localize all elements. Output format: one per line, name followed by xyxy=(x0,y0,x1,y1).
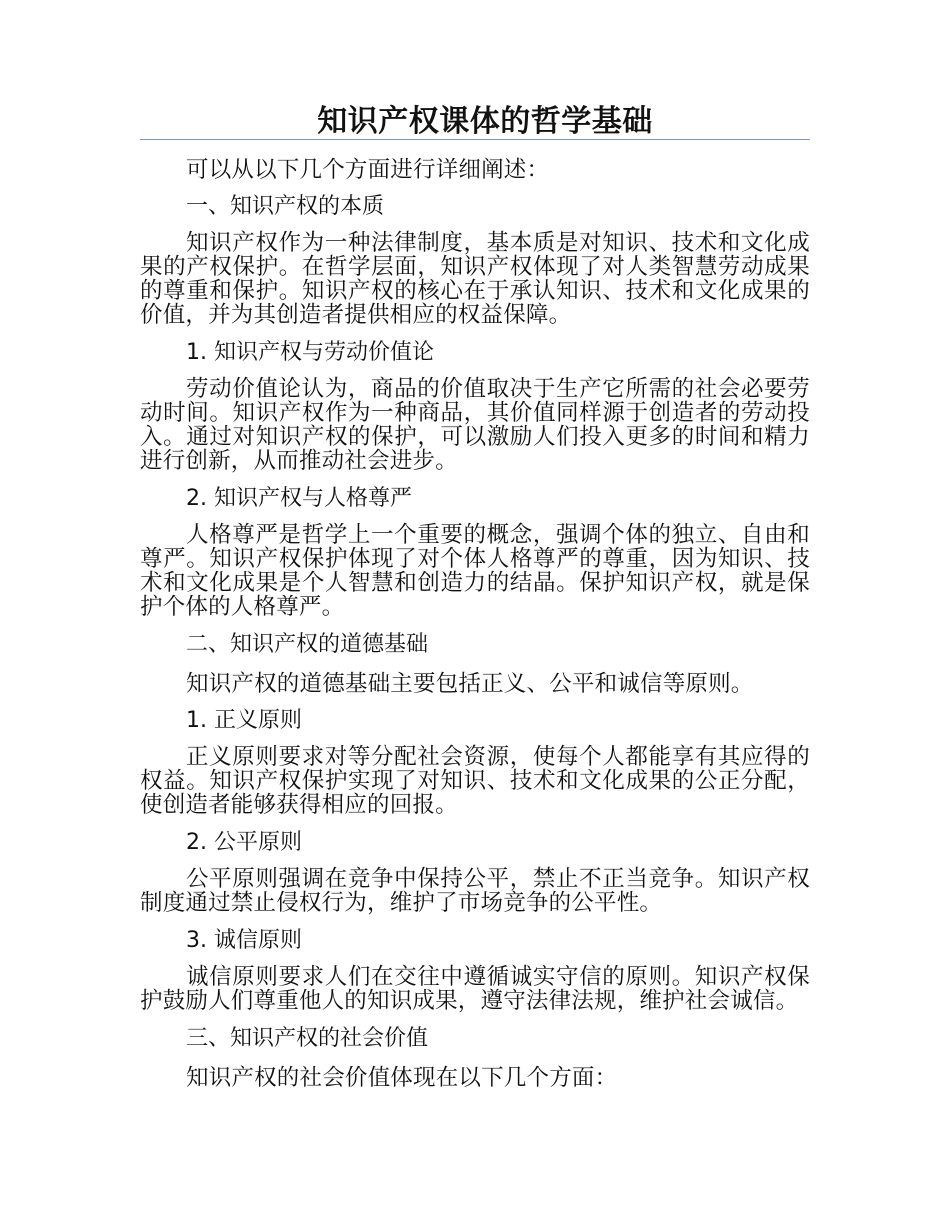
paragraph-integrity: 诚信原则要求人们在交往中遵循诚实守信的原则。知识产权保护鼓励人们尊重他人的知识成果，遵守法律法规，维护社会诚信。 xyxy=(140,964,810,1014)
section-heading-2: 二、知识产权的道德基础 xyxy=(186,632,429,657)
paragraph-moral-basis: 知识产权的道德基础主要包括正义、公平和诚信等原则。 xyxy=(186,671,754,697)
document-title: 知识产权课体的哲学基础 xyxy=(140,104,810,140)
subsection-heading-labor-value: 1. 知识产权与劳动价值论 xyxy=(186,340,434,365)
paragraph-social-value: 知识产权的社会价值体现在以下几个方面： xyxy=(186,1065,618,1091)
section-heading-1: 一、知识产权的本质 xyxy=(186,194,385,219)
intro-paragraph: 可以从以下几个方面进行详细阐述： xyxy=(186,157,550,183)
paragraph-justice: 正义原则要求对等分配社会资源，使每个人都能享有其应得的权益。知识产权保护实现了对知识、技术和文化成果的公正分配，使创造者能够获得相应的回报。 xyxy=(140,744,810,818)
subsection-heading-integrity: 3. 诚信原则 xyxy=(186,928,302,953)
section-heading-3: 三、知识产权的社会价值 xyxy=(186,1026,429,1051)
paragraph-labor-value: 劳动价值论认为，商品的价值取决于生产它所需的社会必要劳动时间。知识产权作为一种商品，其价值同样源于创造者的劳动投入。通过对知识产权的保护，可以激励人们投入更多的时间和精力进行创新，从而推动社会进步。 xyxy=(140,376,810,474)
paragraph-essence: 知识产权作为一种法律制度，基本质是对知识、技术和文化成果的产权保护。在哲学层面，知识产权体现了对人类智慧劳动成果的尊重和保护。知识产权的核心在于承认知识、技术和文化成果的价值，并为其创造者提供相应的权益保障。 xyxy=(140,230,810,328)
subsection-heading-fairness: 2. 公平原则 xyxy=(186,830,302,855)
paragraph-dignity: 人格尊严是哲学上一个重要的概念，强调个体的独立、自由和尊严。知识产权保护体现了对个体人格尊严的尊重，因为知识、技术和文化成果是个人智慧和创造力的结晶。保护知识产权，就是保护个体的人格尊严。 xyxy=(140,522,810,620)
subsection-heading-justice: 1. 正义原则 xyxy=(186,708,302,733)
document-body xyxy=(140,155,810,1100)
subsection-heading-dignity: 2. 知识产权与人格尊严 xyxy=(186,486,412,511)
paragraph-fairness: 公平原则强调在竞争中保持公平，禁止不正当竞争。知识产权制度通过禁止侵权行为，维护了市场竞争的公平性。 xyxy=(140,866,810,916)
